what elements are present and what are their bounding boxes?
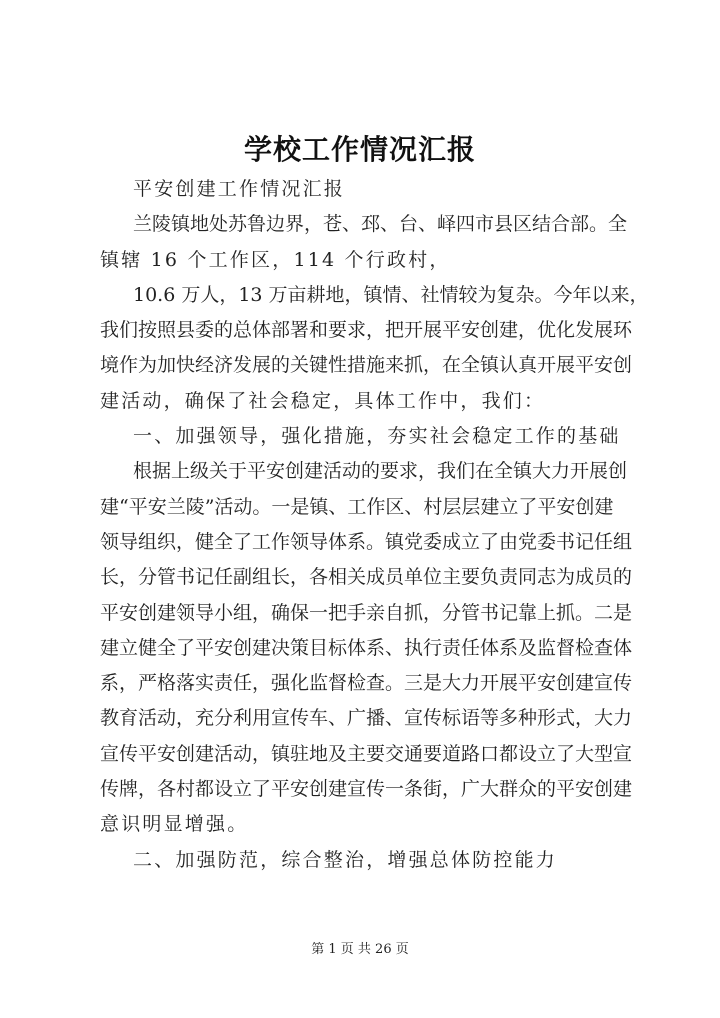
text-line: 宣传平安创建活动，镇驻地及主要交通要道路口都设立了大型宣	[100, 742, 633, 765]
text-line: 我们按照县委的总体部署和要求，把开展平安创建，优化发展环	[100, 319, 633, 342]
page-footer: 第 1 页 共 26 页	[311, 942, 409, 957]
text-line: 建活动，确保了社会稳定，具体工作中，我们：	[100, 389, 546, 412]
text-line: 二、加强防范，综合整治，增强总体防控能力	[133, 848, 558, 871]
text-line: 传牌，各村都设立了平安创建宣传一条街，广大群众的平安创建	[100, 778, 633, 801]
text-line: 境作为加快经济发展的关键性措施来抓，在全镇认真开展平安创	[100, 354, 633, 377]
text-line: 平安创建领导小组，确保一把手亲自抓，分管书记靠上抓。二是	[100, 601, 633, 624]
text-line: 10.6 万人，13 万亩耕地，镇情、社情较为复杂。今年以来，	[133, 283, 649, 306]
text-line: 教育活动，充分利用宣传车、广播、宣传标语等多种形式，大力	[100, 707, 633, 730]
document-title: 学校工作情况汇报	[243, 133, 476, 166]
text-line: 领导组织，健全了工作领导体系。镇党委成立了由党委书记任组	[100, 530, 633, 553]
text-line: 建“平安兰陵”活动。一是镇、工作区、村层层建立了平安创建	[100, 495, 614, 518]
text-line: 建立健全了平安创建决策目标体系、执行责任体系及监督检查体	[100, 636, 633, 659]
document-body	[100, 172, 649, 878]
text-line: 兰陵镇地处苏鲁边界，苍、邳、台、峄四市县区结合部。全	[133, 213, 628, 236]
text-line: 长，分管书记任副组长，各相关成员单位主要负责同志为成员的	[100, 566, 633, 589]
text-line: 镇辖 16 个工作区，114 个行政村，	[100, 248, 451, 271]
text-line: 系，严格落实责任，强化监督检查。三是大力开展平安创建宣传	[100, 672, 633, 695]
text-line: 意识明显增强。	[100, 813, 249, 836]
text-line: 根据上级关于平安创建活动的要求，我们在全镇大力开展创	[133, 460, 628, 483]
text-line: 平安创建工作情况汇报	[133, 178, 346, 200]
text-line: 一、加强领导，强化措施，夯实社会稳定工作的基础	[133, 425, 621, 448]
